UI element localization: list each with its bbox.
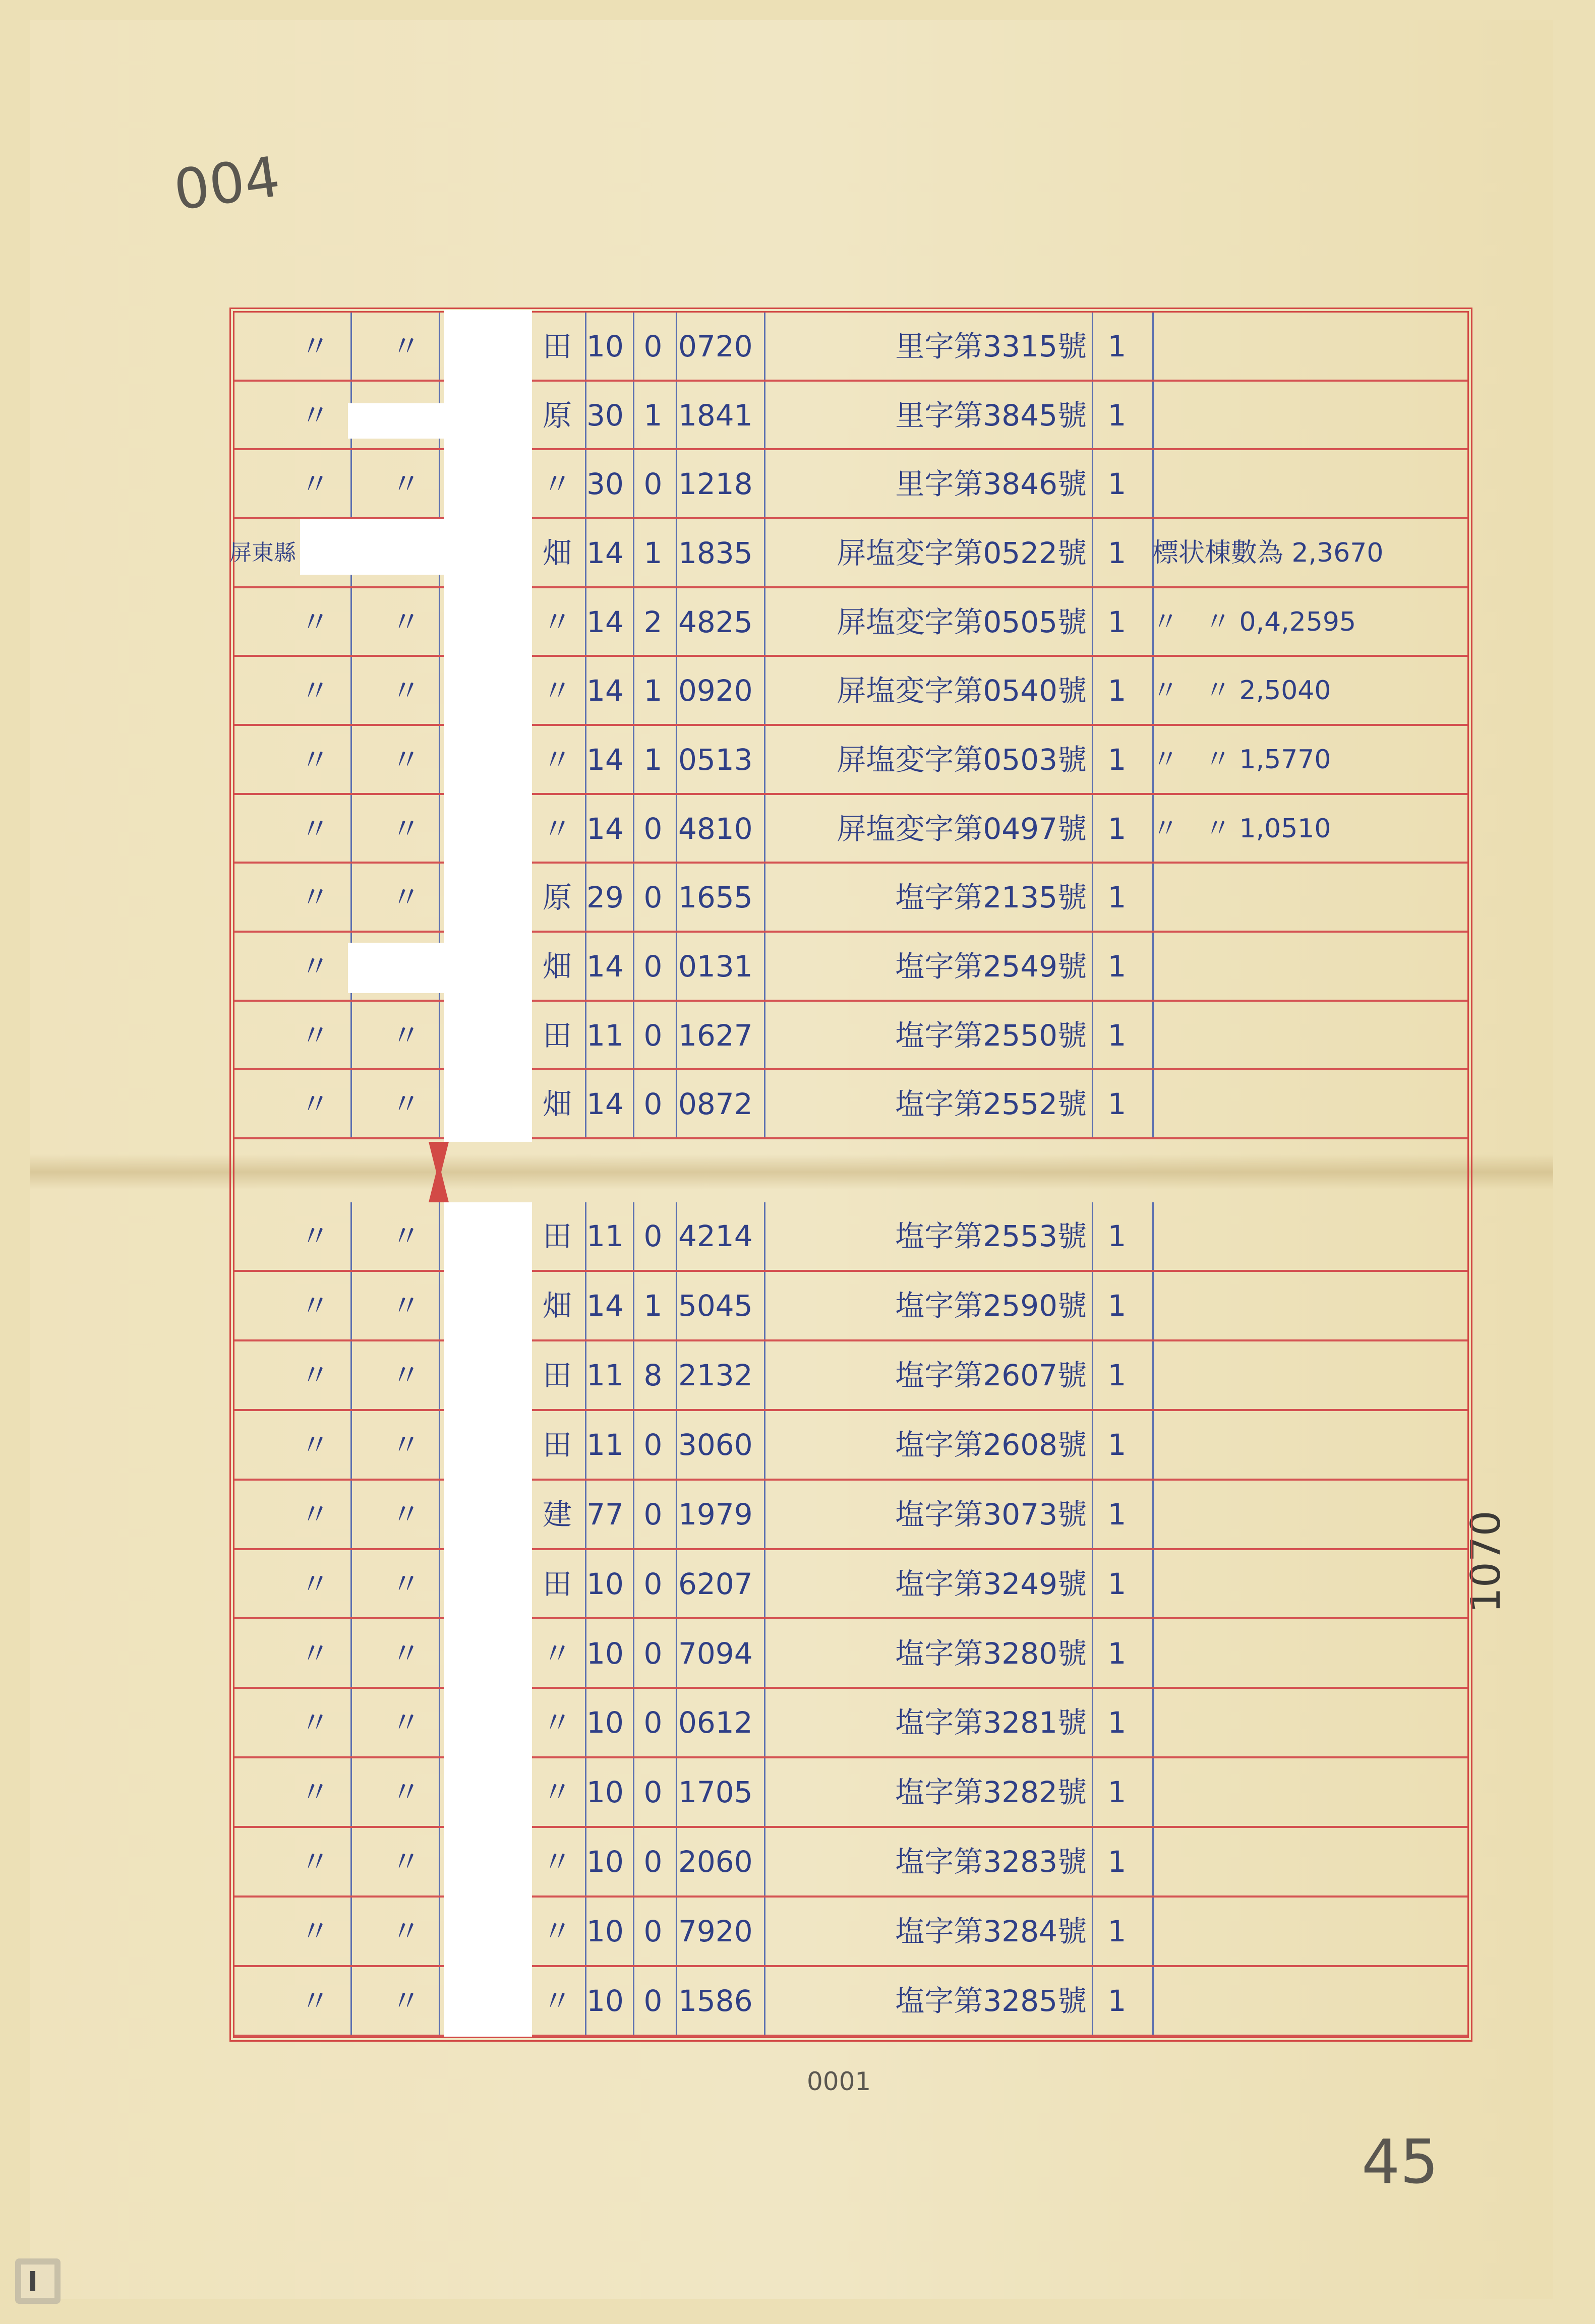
annotation-bottom-center: 0001 — [807, 2067, 871, 2096]
grade-cell: 10 — [586, 1566, 624, 1601]
redaction-block — [444, 310, 532, 1142]
count-cell: 1 — [1107, 467, 1127, 502]
grade-cell: 14 — [586, 674, 624, 708]
table-row — [234, 1202, 1467, 1272]
document-number-cell: 塩字第2549號 — [895, 949, 1087, 984]
area-decimal-cell: 7094 — [678, 1636, 753, 1671]
area-cell: 〃 — [300, 674, 330, 708]
land-type-cell: 〃 — [542, 1845, 572, 1879]
land-type-cell: 畑 — [542, 1288, 572, 1323]
fold-marker — [426, 1142, 451, 1202]
grade-cell: 10 — [586, 329, 624, 363]
count-cell: 1 — [1107, 1566, 1127, 1601]
remarks-cell — [1152, 324, 1455, 369]
sub-area-cell: 〃 — [391, 1845, 421, 1879]
area-decimal-cell: 1655 — [678, 880, 753, 915]
grade-cell: 10 — [586, 1636, 624, 1671]
sub-area-cell: 〃 — [391, 1705, 421, 1740]
area-decimal-cell: 0513 — [678, 743, 753, 777]
hectare-cell: 1 — [643, 674, 663, 708]
count-cell: 1 — [1107, 1087, 1127, 1122]
sub-area-cell: 〃 — [391, 1018, 421, 1053]
sub-area-cell: 〃 — [391, 1984, 421, 2019]
remarks-cell — [1152, 393, 1455, 438]
area-decimal-cell: 1586 — [678, 1984, 753, 2019]
table-row — [234, 450, 1467, 519]
remarks-cell — [1152, 1081, 1455, 1127]
grade-cell: 10 — [586, 1984, 624, 2019]
land-type-cell: 田 — [542, 329, 572, 363]
document-number-cell: 里字第3315號 — [895, 329, 1087, 363]
annotation-bottom-right: 45 — [1362, 2127, 1439, 2197]
land-type-cell: 〃 — [542, 1636, 572, 1671]
grade-cell: 11 — [586, 1219, 624, 1253]
remarks-cell — [1152, 461, 1455, 507]
grade-cell: 14 — [586, 604, 624, 639]
table-row — [234, 1481, 1467, 1550]
remarks-cell — [1152, 1631, 1455, 1676]
land-type-cell: 畑 — [542, 536, 572, 570]
area-cell: 〃 — [300, 1566, 330, 1601]
grade-cell: 30 — [586, 467, 624, 502]
document-number-cell: 屏塩変字第0522號 — [837, 536, 1087, 570]
table-row — [234, 313, 1467, 382]
land-type-cell: 田 — [542, 1219, 572, 1253]
remarks-cell — [1152, 1213, 1455, 1259]
sub-area-cell: 〃 — [391, 811, 421, 846]
area-decimal-cell: 4825 — [678, 604, 753, 639]
sub-area-cell: 〃 — [391, 329, 421, 363]
sub-area-cell: 〃 — [391, 1497, 421, 1532]
area-cell: 〃 — [300, 949, 330, 984]
remarks-cell: 標状棟數為 2,3670 — [1152, 538, 1384, 568]
hectare-cell: 1 — [643, 398, 663, 433]
land-type-cell: 原 — [542, 880, 572, 915]
remarks-cell — [1152, 1561, 1455, 1607]
grade-cell: 11 — [586, 1018, 624, 1053]
redaction-block — [444, 1202, 532, 2037]
remarks-cell — [1152, 1978, 1455, 2024]
area-cell: 〃 — [300, 1497, 330, 1532]
annotation-top-left: 004 — [170, 144, 284, 223]
document-number-cell: 塩字第2135號 — [895, 880, 1087, 915]
area-cell: 〃 — [300, 1219, 330, 1253]
land-type-cell: 〃 — [542, 604, 572, 639]
grade-cell: 77 — [586, 1497, 624, 1532]
document-number-cell: 塩字第3283號 — [895, 1845, 1087, 1879]
area-cell: 〃 — [300, 1705, 330, 1740]
count-cell: 1 — [1107, 811, 1127, 846]
count-cell: 1 — [1107, 1288, 1127, 1323]
grade-cell: 14 — [586, 536, 624, 570]
area-decimal-cell: 0612 — [678, 1705, 753, 1740]
area-decimal-cell: 0131 — [678, 949, 753, 984]
sub-area-cell: 〃 — [391, 1636, 421, 1671]
redaction-block — [300, 519, 446, 575]
area-cell: 〃 — [300, 1087, 330, 1122]
table-row — [234, 726, 1467, 795]
document-number-cell: 塩字第3249號 — [895, 1566, 1087, 1601]
table-row — [234, 1620, 1467, 1689]
land-type-cell: 〃 — [542, 811, 572, 846]
land-type-cell: 畑 — [542, 1087, 572, 1122]
table-row — [234, 1411, 1467, 1481]
land-type-cell: 〃 — [542, 1775, 572, 1810]
document-number-cell: 塩字第2553號 — [895, 1219, 1087, 1253]
table-row — [234, 1828, 1467, 1898]
count-cell: 1 — [1107, 604, 1127, 639]
document-number-cell: 里字第3845號 — [895, 398, 1087, 433]
land-type-cell: 〃 — [542, 1705, 572, 1740]
land-type-cell: 田 — [542, 1018, 572, 1053]
area-decimal-cell: 2060 — [678, 1845, 753, 1879]
area-decimal-cell: 0872 — [678, 1087, 753, 1122]
document-number-cell: 塩字第3281號 — [895, 1705, 1087, 1740]
hectare-cell: 0 — [643, 1219, 663, 1253]
area-cell: 〃 — [300, 1358, 330, 1392]
document-number-cell: 屏塩変字第0540號 — [837, 674, 1087, 708]
hectare-cell: 0 — [643, 880, 663, 915]
area-cell: 屏東縣 — [229, 540, 296, 566]
table-row — [234, 1689, 1467, 1758]
area-cell: 〃 — [300, 1636, 330, 1671]
hectare-cell: 0 — [643, 1775, 663, 1810]
land-type-cell: 田 — [542, 1427, 572, 1462]
document-number-cell: 塩字第3284號 — [895, 1914, 1087, 1949]
remarks-cell — [1152, 875, 1455, 920]
annotation-right-margin: 1070 — [1462, 1510, 1509, 1613]
count-cell: 1 — [1107, 743, 1127, 777]
grade-cell: 10 — [586, 1845, 624, 1879]
document-number-cell: 塩字第2608號 — [895, 1427, 1087, 1462]
area-cell: 〃 — [300, 329, 330, 363]
document-number-cell: 塩字第2550號 — [895, 1018, 1087, 1053]
hectare-cell: 0 — [643, 949, 663, 984]
hectare-cell: 0 — [643, 1845, 663, 1879]
document-number-cell: 塩字第3073號 — [895, 1497, 1087, 1532]
document-number-cell: 屏塩変字第0497號 — [837, 811, 1087, 846]
redaction-block — [348, 403, 449, 439]
area-decimal-cell: 1835 — [678, 536, 753, 570]
ledger-section-bottom — [234, 1202, 1467, 2037]
remarks-cell — [1152, 944, 1455, 989]
sub-area-cell: 〃 — [391, 743, 421, 777]
land-type-cell: 〃 — [542, 743, 572, 777]
sub-area-cell: 〃 — [391, 1087, 421, 1122]
count-cell: 1 — [1107, 536, 1127, 570]
area-decimal-cell: 5045 — [678, 1288, 753, 1323]
table-row — [234, 864, 1467, 933]
table-row — [234, 1070, 1467, 1139]
area-decimal-cell: 1841 — [678, 398, 753, 433]
hectare-cell: 0 — [643, 1427, 663, 1462]
area-decimal-cell: 0720 — [678, 329, 753, 363]
land-type-cell: 〃 — [542, 674, 572, 708]
sub-area-cell: 〃 — [391, 1288, 421, 1323]
document-number-cell: 塩字第3285號 — [895, 1984, 1087, 2019]
area-decimal-cell: 6207 — [678, 1566, 753, 1601]
land-type-cell: 田 — [542, 1358, 572, 1392]
sub-area-cell: 〃 — [391, 1775, 421, 1810]
remarks-cell — [1152, 1839, 1455, 1884]
area-cell: 〃 — [300, 1288, 330, 1323]
hectare-cell: 0 — [643, 1914, 663, 1949]
land-type-cell: 〃 — [542, 467, 572, 502]
document-number-cell: 塩字第3282號 — [895, 1775, 1087, 1810]
area-cell: 〃 — [300, 604, 330, 639]
area-cell: 〃 — [300, 880, 330, 915]
table-row — [234, 588, 1467, 657]
sub-area-cell: 〃 — [391, 880, 421, 915]
table-row — [234, 657, 1467, 726]
grade-cell: 14 — [586, 949, 624, 984]
area-decimal-cell: 1218 — [678, 467, 753, 502]
area-cell: 〃 — [300, 743, 330, 777]
land-type-cell: 〃 — [542, 1984, 572, 2019]
hectare-cell: 0 — [643, 1984, 663, 2019]
count-cell: 1 — [1107, 329, 1127, 363]
grade-cell: 30 — [586, 398, 624, 433]
remarks-cell: 〃 〃 0,4,2595 — [1152, 606, 1356, 637]
area-cell: 〃 — [300, 811, 330, 846]
document-number-cell: 塩字第2590號 — [895, 1288, 1087, 1323]
count-cell: 1 — [1107, 1775, 1127, 1810]
count-cell: 1 — [1107, 1018, 1127, 1053]
table-row — [234, 1898, 1467, 1967]
area-cell: 〃 — [300, 1845, 330, 1879]
grade-cell: 14 — [586, 1288, 624, 1323]
document-number-cell: 塩字第2607號 — [895, 1358, 1087, 1392]
count-cell: 1 — [1107, 1705, 1127, 1740]
table-row — [234, 1341, 1467, 1411]
hectare-cell: 0 — [643, 467, 663, 502]
remarks-cell — [1152, 1422, 1455, 1467]
hectare-cell: 2 — [643, 604, 663, 639]
remarks-cell: 〃 〃 2,5040 — [1152, 676, 1331, 706]
grade-cell: 10 — [586, 1775, 624, 1810]
sub-area-cell: 〃 — [391, 1219, 421, 1253]
sub-area-cell: 〃 — [391, 1358, 421, 1392]
remarks-cell: 〃 〃 1,0510 — [1152, 813, 1331, 844]
land-type-cell: 田 — [542, 1566, 572, 1601]
hectare-cell: 0 — [643, 1087, 663, 1122]
redaction-block — [348, 943, 449, 993]
grade-cell: 14 — [586, 743, 624, 777]
grade-cell: 14 — [586, 1087, 624, 1122]
document-number-cell: 塩字第2552號 — [895, 1087, 1087, 1122]
table-row — [234, 1002, 1467, 1071]
count-cell: 1 — [1107, 1497, 1127, 1532]
count-cell: 1 — [1107, 1845, 1127, 1879]
area-decimal-cell: 4810 — [678, 811, 753, 846]
hectare-cell: 0 — [643, 1497, 663, 1532]
area-cell: 〃 — [300, 398, 330, 433]
area-cell: 〃 — [300, 1427, 330, 1462]
sub-area-cell: 〃 — [391, 467, 421, 502]
hectare-cell: 0 — [643, 811, 663, 846]
sub-area-cell: 〃 — [391, 674, 421, 708]
land-type-cell: 〃 — [542, 1914, 572, 1949]
grade-cell: 11 — [586, 1358, 624, 1392]
grade-cell: 11 — [586, 1427, 624, 1462]
grade-cell: 10 — [586, 1914, 624, 1949]
area-cell: 〃 — [300, 1914, 330, 1949]
hectare-cell: 1 — [643, 743, 663, 777]
hectare-cell: 0 — [643, 1018, 663, 1053]
sub-area-cell: 〃 — [391, 1566, 421, 1601]
area-decimal-cell: 0920 — [678, 674, 753, 708]
count-cell: 1 — [1107, 1219, 1127, 1253]
area-decimal-cell: 7920 — [678, 1914, 753, 1949]
area-decimal-cell: 2132 — [678, 1358, 753, 1392]
area-decimal-cell: 4214 — [678, 1219, 753, 1253]
count-cell: 1 — [1107, 1914, 1127, 1949]
count-cell: 1 — [1107, 398, 1127, 433]
area-cell: 〃 — [300, 1018, 330, 1053]
archive-logo-icon — [10, 2253, 66, 2309]
sub-area-cell: 〃 — [391, 604, 421, 639]
remarks-cell — [1152, 1492, 1455, 1537]
land-type-cell: 建 — [542, 1497, 572, 1532]
grade-cell: 14 — [586, 811, 624, 846]
area-cell: 〃 — [300, 1775, 330, 1810]
document-number-cell: 里字第3846號 — [895, 467, 1087, 502]
table-row — [234, 1272, 1467, 1341]
land-type-cell: 畑 — [542, 949, 572, 984]
document-number-cell: 塩字第3280號 — [895, 1636, 1087, 1671]
land-type-cell: 原 — [542, 398, 572, 433]
document-number-cell: 屏塩変字第0503號 — [837, 743, 1087, 777]
hectare-cell: 0 — [643, 329, 663, 363]
remarks-cell — [1152, 1013, 1455, 1058]
remarks-cell — [1152, 1909, 1455, 1954]
count-cell: 1 — [1107, 1358, 1127, 1392]
count-cell: 1 — [1107, 1427, 1127, 1462]
count-cell: 1 — [1107, 949, 1127, 984]
table-row — [234, 1550, 1467, 1620]
hectare-cell: 0 — [643, 1636, 663, 1671]
grade-cell: 10 — [586, 1705, 624, 1740]
remarks-cell — [1152, 1769, 1455, 1815]
count-cell: 1 — [1107, 1636, 1127, 1671]
grade-cell: 29 — [586, 880, 624, 915]
sub-area-cell: 〃 — [391, 1914, 421, 1949]
hectare-cell: 0 — [643, 1705, 663, 1740]
hectare-cell: 8 — [643, 1358, 663, 1392]
area-decimal-cell: 1705 — [678, 1775, 753, 1810]
remarks-cell — [1152, 1283, 1455, 1328]
table-row — [234, 1967, 1467, 2037]
table-row — [234, 1758, 1467, 1828]
count-cell: 1 — [1107, 1984, 1127, 2019]
hectare-cell: 1 — [643, 1288, 663, 1323]
area-decimal-cell: 1627 — [678, 1018, 753, 1053]
area-cell: 〃 — [300, 467, 330, 502]
count-cell: 1 — [1107, 674, 1127, 708]
sub-area-cell: 〃 — [391, 1427, 421, 1462]
document-number-cell: 屏塩変字第0505號 — [837, 604, 1087, 639]
table-row — [234, 795, 1467, 864]
hectare-cell: 1 — [643, 536, 663, 570]
remarks-cell: 〃 〃 1,5770 — [1152, 745, 1331, 775]
area-decimal-cell: 3060 — [678, 1427, 753, 1462]
count-cell: 1 — [1107, 880, 1127, 915]
hectare-cell: 0 — [643, 1566, 663, 1601]
remarks-cell — [1152, 1700, 1455, 1745]
area-decimal-cell: 1979 — [678, 1497, 753, 1532]
remarks-cell — [1152, 1353, 1455, 1398]
area-cell: 〃 — [300, 1984, 330, 2019]
